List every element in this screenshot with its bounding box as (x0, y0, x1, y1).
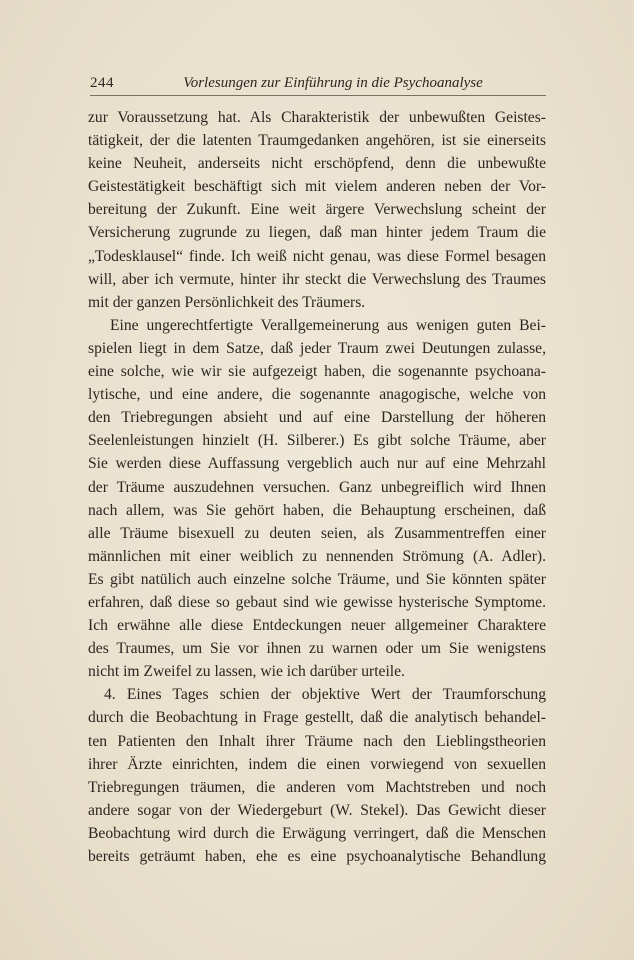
text-line: männlichen mit einer weiblich zu nennenden Strömung (A. Adler). (88, 547, 546, 565)
text-line: lytische, und eine andere, die sogenannte anagogische, welche von (88, 386, 546, 404)
text-line: spielen liegt in dem Satze, daß jeder Traum zwei Deutungen zulasse, (88, 339, 546, 357)
text-line: Seelenleistungen hinzielt (H. Silberer.) Es gibt solche Träume, aber (88, 432, 546, 450)
page-number: 244 (90, 75, 114, 91)
text-line: durch die Beobachtung in Frage gestellt, daß die analytisch behandel- (88, 709, 546, 727)
text-line: will, aber ich vermute, hinter ihr steckt die Verwechslung des Traumes (88, 270, 546, 288)
text-line: nach allem, was Sie gehört haben, die Behauptung erscheinen, daß (88, 501, 546, 519)
text-line: „Todesklausel“ finde. Ich weiß nicht genau, was diese Formel besagen (88, 247, 546, 265)
text-line: zur Voraussetzung hat. Als Charakteristik der unbewußten Geistes- (88, 109, 546, 126)
text-line: des Traumes, um Sie vor ihnen zu warnen oder um Sie wenigstens (88, 640, 546, 658)
text-line: andere sogar von der Wiedergeburt (W. Stekel). Das Gewicht dieser (88, 801, 546, 819)
text-line: mit der ganzen Persönlichkeit des Träumers. (88, 293, 366, 311)
text-line: den Triebregungen absieht und auf eine Darstellung der höheren (88, 409, 546, 427)
text-line: Beobachtung wird durch die Erwägung verringert, daß die Menschen (88, 824, 546, 842)
body-text (88, 106, 546, 868)
text-line: bereits geträumt haben, ehe es eine psychoanalytische Behandlung (88, 848, 546, 865)
text-line: tätigkeit, der die latenten Traumgedanken angehören, ist sie einerseits (88, 132, 546, 150)
text-line: 4. Eines Tages schien der objektive Wert der Traumforschung (104, 686, 546, 704)
text-line: der Träume auszudehnen versuchen. Ganz unbegreiflich wird Ihnen (88, 478, 546, 496)
text-line: Es gibt natülich auch einzelne solche Träume, und Sie könnten später (88, 570, 546, 588)
text-line: ten Patienten den Inhalt ihrer Träume nach den Lieblingstheorien (88, 732, 546, 750)
text-line: erfahren, daß diese so gebaut sind wie gewisse hysterische Symptome. (88, 593, 546, 611)
text-line: Geistestätigkeit beschäftigt sich mit vielem anderen neben der Vor- (88, 178, 546, 196)
text-line: Versicherung zugrunde zu liegen, daß man hinter jedem Traum die (88, 224, 546, 242)
text-line: alle Träume bisexuell zu deuten seien, als Zusammentreffen einer (88, 524, 546, 542)
text-line: Ich erwähne alle diese Entdeckungen neuer allgemeiner Charaktere (88, 617, 546, 635)
text-line: Triebregungen träumen, die anderen vom Machtstreben und noch (88, 778, 546, 796)
text-line: eine solche, wie wir sie aufgezeigt haben, die sogenannte psychoana- (88, 363, 546, 381)
text-line: bereitung der Zukunft. Eine weit ärgere Verwechslung scheint der (88, 201, 546, 219)
text-line: ihrer Ärzte einrichten, indem die einen vorwiegend von sexuellen (88, 755, 546, 773)
running-title: Vorlesungen zur Einführung in die Psychoanalyse (183, 75, 483, 91)
header-rule (90, 95, 546, 96)
text-line: keine Neuheit, anderseits nicht erschöpfend, denn die unbewußte (88, 155, 546, 173)
text-line: Eine ungerechtfertigte Verallgemeinerung aus wenigen guten Bei- (110, 316, 546, 334)
text-line: Sie werden diese Auffassung vergeblich auch nur auf eine Mehrzahl (88, 455, 546, 473)
text-line: nicht im Zweifel zu lassen, wie ich darüber urteile. (88, 663, 405, 681)
